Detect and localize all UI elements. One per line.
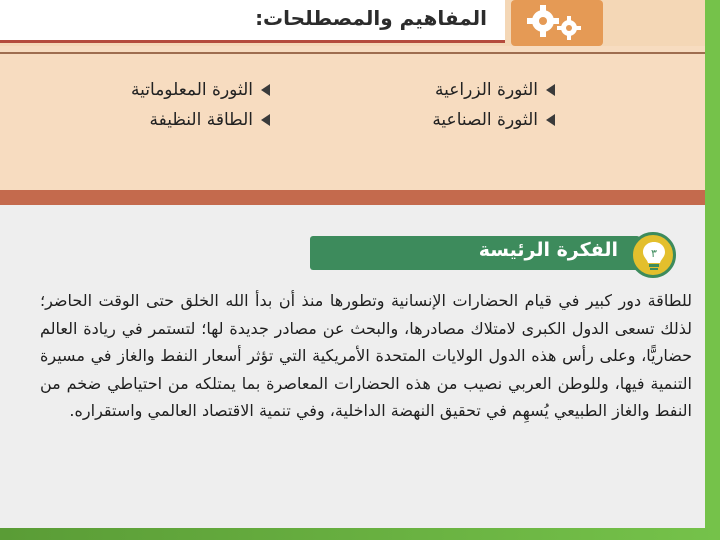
main-idea-paragraph: للطاقة دور كبير في قيام الحضارات الإنسانية وتطورها منذ أن بدأ الله الخلق حتى الوقت الحاضر؛ لذلك تسعى الدول الكبرى لامتلاك مصادرها، والبحث عن مصادر جديدة لها؛ لتستمر في ريادة العالم حضاريًّا، وعلى رأس هذه الدول الولايات المتحدة الأمريكية التي تؤثر أسعار النفط والغاز في مسيرة التنمية فيها، وللوطن العربي نصيب من هذه الحضارات المعاصرة بما يمتلكه من احتياطي ضخم من النفط والغاز الطبيعي يُسهِم في تحقيق النهضة الداخلية، وفي تنمية الاقتصاد العالمي واستقراره. — [40, 291, 692, 420]
panel-bottom-strip — [0, 190, 720, 206]
main-idea-title: الفكرة الرئيسة — [478, 239, 618, 261]
concept-item: الثورة الصناعية — [432, 110, 555, 130]
concepts-panel — [0, 0, 720, 205]
triangle-bullet-icon — [261, 114, 270, 126]
triangle-bullet-icon — [261, 84, 270, 96]
concept-item: الثورة الزراعية — [435, 80, 555, 100]
concept-item: الطاقة النظيفة — [150, 110, 271, 130]
concepts-title: المفاهيم والمصطلحات: — [255, 6, 487, 30]
bottom-accent-band — [0, 528, 720, 540]
side-accent-band — [705, 0, 720, 540]
main-idea-title-bar — [310, 236, 640, 270]
triangle-bullet-icon — [546, 114, 555, 126]
header-divider — [0, 52, 720, 54]
concepts-header — [0, 0, 720, 46]
gears-icon — [511, 0, 603, 46]
main-idea-panel — [0, 205, 705, 540]
concepts-title-bar — [0, 0, 505, 43]
lightbulb-icon — [641, 240, 667, 272]
concept-item: الثورة المعلوماتية — [131, 80, 270, 100]
triangle-bullet-icon — [546, 84, 555, 96]
main-idea-badge — [630, 232, 676, 278]
svg-text:٣: ٣ — [651, 247, 657, 260]
